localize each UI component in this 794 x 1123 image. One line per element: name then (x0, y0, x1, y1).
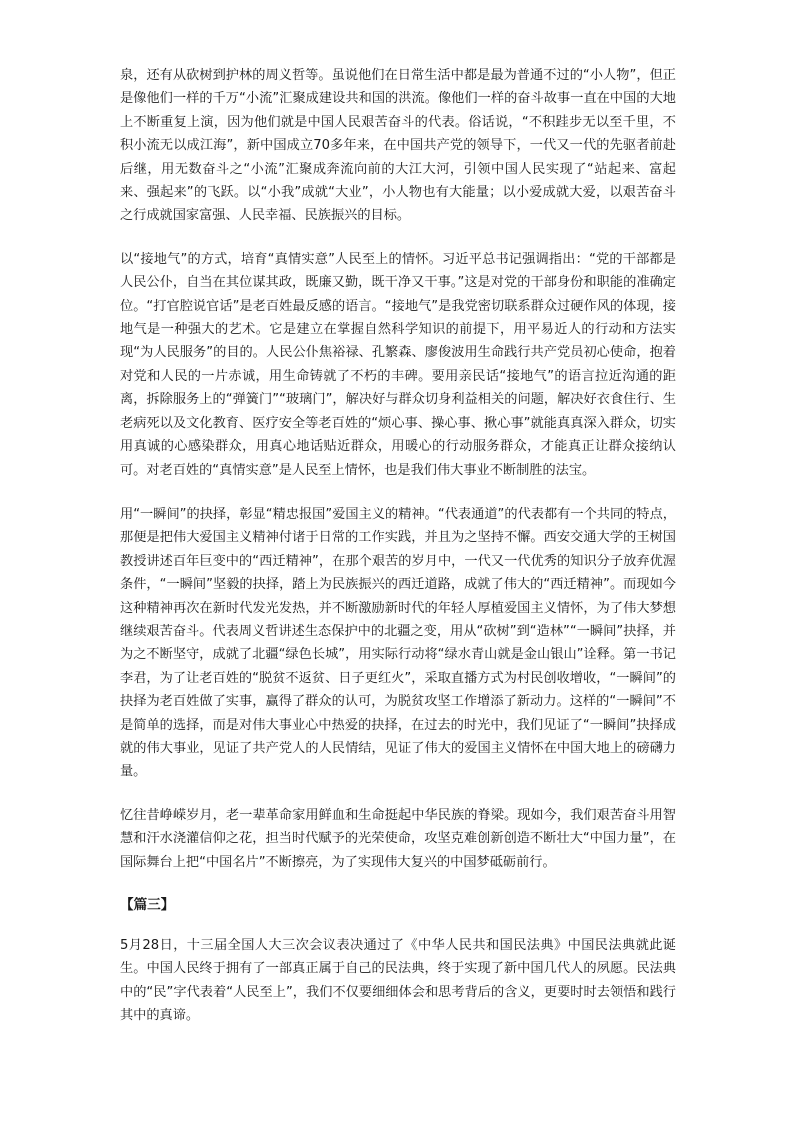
body-paragraph-3: 用“一瞬间”的抉择，彰显“精忠报国”爱国主义的精神。“代表通道”的代表都有一个共同的特点，那便是把伟大爱国主义精神付诸于日常的工作实践，并且为之坚持不懈。西安交通大学的王树国教授讲述百年巨变中的“西迁精神”，在那个艰苦的岁月中，一代又一代优秀的知识分子放弃优渥条件，“一瞬间”坚毅的抉择，踏上为民族振兴的西迁道路，成就了伟大的“西迁精神”。而现如今这种精神再次在新时代发光发热，并不断激励新时代的年轻人厚植爱国主义情怀，为了伟大梦想继续艰苦奋斗。代表周义哲讲述生态保护中的北疆之变，用从“砍树”到“造林”“一瞬间”抉择，并为之不断坚守，成就了北疆“绿色长城”，用实际行动将“绿水青山就是金山银山”诠释。第一书记李君，为了让老百姓的“脱贫不返贫、日子更红火”，采取直播方式为村民创收增收，“一瞬间”的抉择为老百姓做了实事，赢得了群众的认可，为脱贫攻坚工作增添了新动力。这样的“一瞬间”不是简单的选择，而是对伟大事业心中热爱的抉择，在过去的时光中，我们见证了“一瞬间”抉择成就的伟大事业，见证了共产党人的人民情结，见证了伟大的爱国主义情怀在中国大地上的磅礴力量。 (120, 506, 676, 780)
closing-paragraph: 5月28日，十三届全国人大三次会议表决通过了《中华人民共和国民法典》中国民法典就此诞生。中国人民终于拥有了一部真正属于自己的民法典，终于实现了新中国几代人的夙愿。民法典中的“民”字代表着“人民至上”，我们不仅要细细体会和思考背后的含义，更要时时去领悟和践行其中的真谛。 (120, 938, 676, 1024)
document-page (120, 64, 676, 1052)
section-heading: 【篇三】 (120, 897, 175, 913)
body-paragraph-4: 忆往昔峥嵘岁月，老一辈革命家用鲜血和生命挺起中华民族的脊梁。现如今，我们艰苦奋斗用智慧和汗水浇灌信仰之花，担当时代赋予的光荣使命，攻坚克难创新创造不断壮大“中国力量”，在国际舞台上把“中国名片”不断擦亮，为了实现伟大复兴的中国梦砥砺前行。 (120, 807, 676, 870)
body-paragraph-1: 泉，还有从砍树到护林的周义哲等。虽说他们在日常生活中都是最为普通不过的“小人物”，但正是像他们一样的千万“小流”汇聚成建设共和国的洪流。像他们一样的奋斗故事一直在中国的大地上不断重复上演，因为他们就是中国人民艰苦奋斗的代表。俗话说，“不积跬步无以至千里，不积小流无以成江海”，新中国成立70多年来，在中国共产党的领导下，一代又一代的先驱者前赴后继，用无数奋斗之“小流”汇聚成奔流向前的大江大河，引领中国人民实现了“站起来、富起来、强起来”的飞跃。以“小我”成就“大业”，小人物也有大能量；以小爱成就大爱，以艰苦奋斗之行成就国家富强、人民幸福、民族振兴的目标。 (120, 68, 676, 224)
body-paragraph-2: 以“接地气”的方式，培育“真情实意”人民至上的情怀。习近平总书记强调指出：“党的干部都是人民公仆，自当在其位谋其政，既廉又勤，既干净又干事。”这是对党的干部身份和职能的准确定位。“打官腔说官话”是老百姓最反感的语言。“接地气”是我党密切联系群众过硬作风的体现，接地气是一种强大的艺术。它是建立在掌握自然科学知识的前提下，用平易近人的行动和方法实现“为人民服务”的目的。人民公仆焦裕禄、孔繁森、廖俊波用生命践行共产党员初心使命，抱着对党和人民的一片赤诚，用生命铸就了不朽的丰碑。要用亲民话“接地气”的语言拉近沟通的距离，拆除服务上的“弹簧门”“玻璃门”，解决好与群众切身利益相关的问题，解决好衣食住行、生老病死以及文化教育、医疗安全等老百姓的“烦心事、操心事、揪心事”就能真真深入群众，切实用真诚的心感染群众，用真心地话贴近群众，用暖心的行动服务群众，才能真正让群众接纳认可。对老百姓的“真情实意”是人民至上情怀，也是我们伟大事业不断制胜的法宝。 (120, 251, 676, 478)
